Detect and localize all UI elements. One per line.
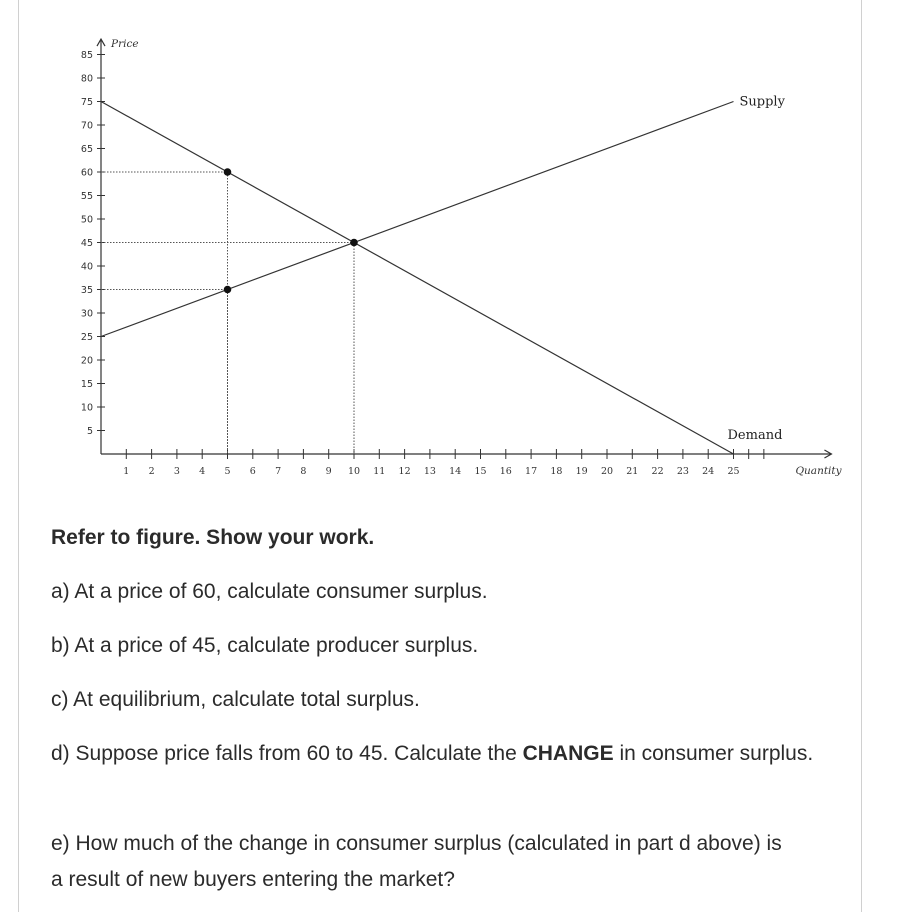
y-tick-label: 50: [80, 214, 93, 226]
supply-label: Supply: [739, 94, 785, 110]
x-tick-label: 15: [474, 466, 487, 477]
point-marker: [224, 286, 232, 294]
x-tick-label: 18: [550, 466, 563, 477]
x-tick-label: 22: [651, 466, 664, 477]
question-e: e) How much of the change in consumer surplus (calculated in part d above) is a result of new buyers entering the market?: [51, 832, 782, 891]
x-tick-label: 6: [249, 466, 256, 477]
y-tick-label: 20: [80, 355, 93, 367]
y-tick-label: 60: [80, 167, 93, 179]
question-a: a) At a price of 60, calculate consumer surplus.: [51, 580, 488, 603]
x-tick-label: 10: [347, 466, 361, 477]
x-tick-label: 17: [525, 466, 538, 477]
question-d-emphasis: CHANGE: [522, 742, 614, 765]
question-c: c) At equilibrium, calculate total surplus.: [51, 688, 420, 711]
x-tick-label: 19: [575, 466, 588, 477]
question-d: [51, 736, 831, 772]
question-d-pre: d) Suppose price falls from 60 to 45. Calculate the: [51, 742, 523, 765]
y-tick-label: 85: [80, 50, 93, 61]
x-tick-label: 2: [148, 466, 155, 477]
x-tick-label: 24: [702, 466, 715, 477]
y-tick-label: 25: [80, 332, 93, 343]
y-tick-label: 30: [80, 308, 93, 320]
x-tick-label: 7: [275, 466, 282, 477]
y-tick-label: 45: [80, 238, 93, 249]
y-tick-label: 35: [80, 285, 93, 296]
question-heading: Refer to figure. Show your work.: [51, 526, 375, 549]
x-tick-label: 16: [499, 466, 512, 477]
y-tick-label: 40: [80, 261, 93, 273]
x-tick-label: 14: [449, 466, 462, 477]
x-tick-label: 1: [123, 466, 130, 477]
supply-demand-chart: [19, 0, 861, 490]
y-tick-label: 15: [80, 379, 93, 390]
x-tick-label: 5: [224, 466, 231, 477]
question-b: b) At a price of 45, calculate producer surplus.: [51, 634, 479, 657]
x-tick-label: 25: [727, 466, 740, 477]
demand-label: Demand: [727, 428, 783, 443]
x-axis-title: Quantity: [795, 465, 842, 477]
y-tick-label: 80: [80, 73, 93, 85]
x-tick-label: 13: [423, 466, 436, 477]
x-tick-label: 4: [199, 466, 206, 477]
question-d-post: in consumer surplus.: [613, 742, 814, 765]
y-tick-label: 75: [80, 97, 93, 108]
x-tick-label: 3: [173, 466, 180, 477]
y-tick-label: 70: [80, 120, 93, 132]
point-marker: [350, 239, 358, 247]
x-tick-label: 23: [676, 466, 689, 477]
point-marker: [224, 168, 232, 176]
x-tick-label: 8: [300, 466, 307, 477]
x-tick-label: 20: [600, 466, 614, 477]
demand-line: [101, 102, 734, 455]
y-tick-label: 55: [80, 191, 93, 202]
y-tick-label: 10: [80, 402, 93, 414]
x-tick-label: 11: [373, 466, 386, 477]
y-tick-label: 65: [80, 144, 93, 155]
x-tick-label: 21: [626, 466, 639, 477]
y-axis-title: Price: [111, 38, 139, 51]
question-card: [18, 0, 862, 912]
x-tick-label: 12: [398, 466, 411, 477]
supply-line: [101, 102, 734, 337]
x-tick-label: 9: [325, 466, 332, 477]
y-tick-label: 5: [86, 426, 93, 437]
